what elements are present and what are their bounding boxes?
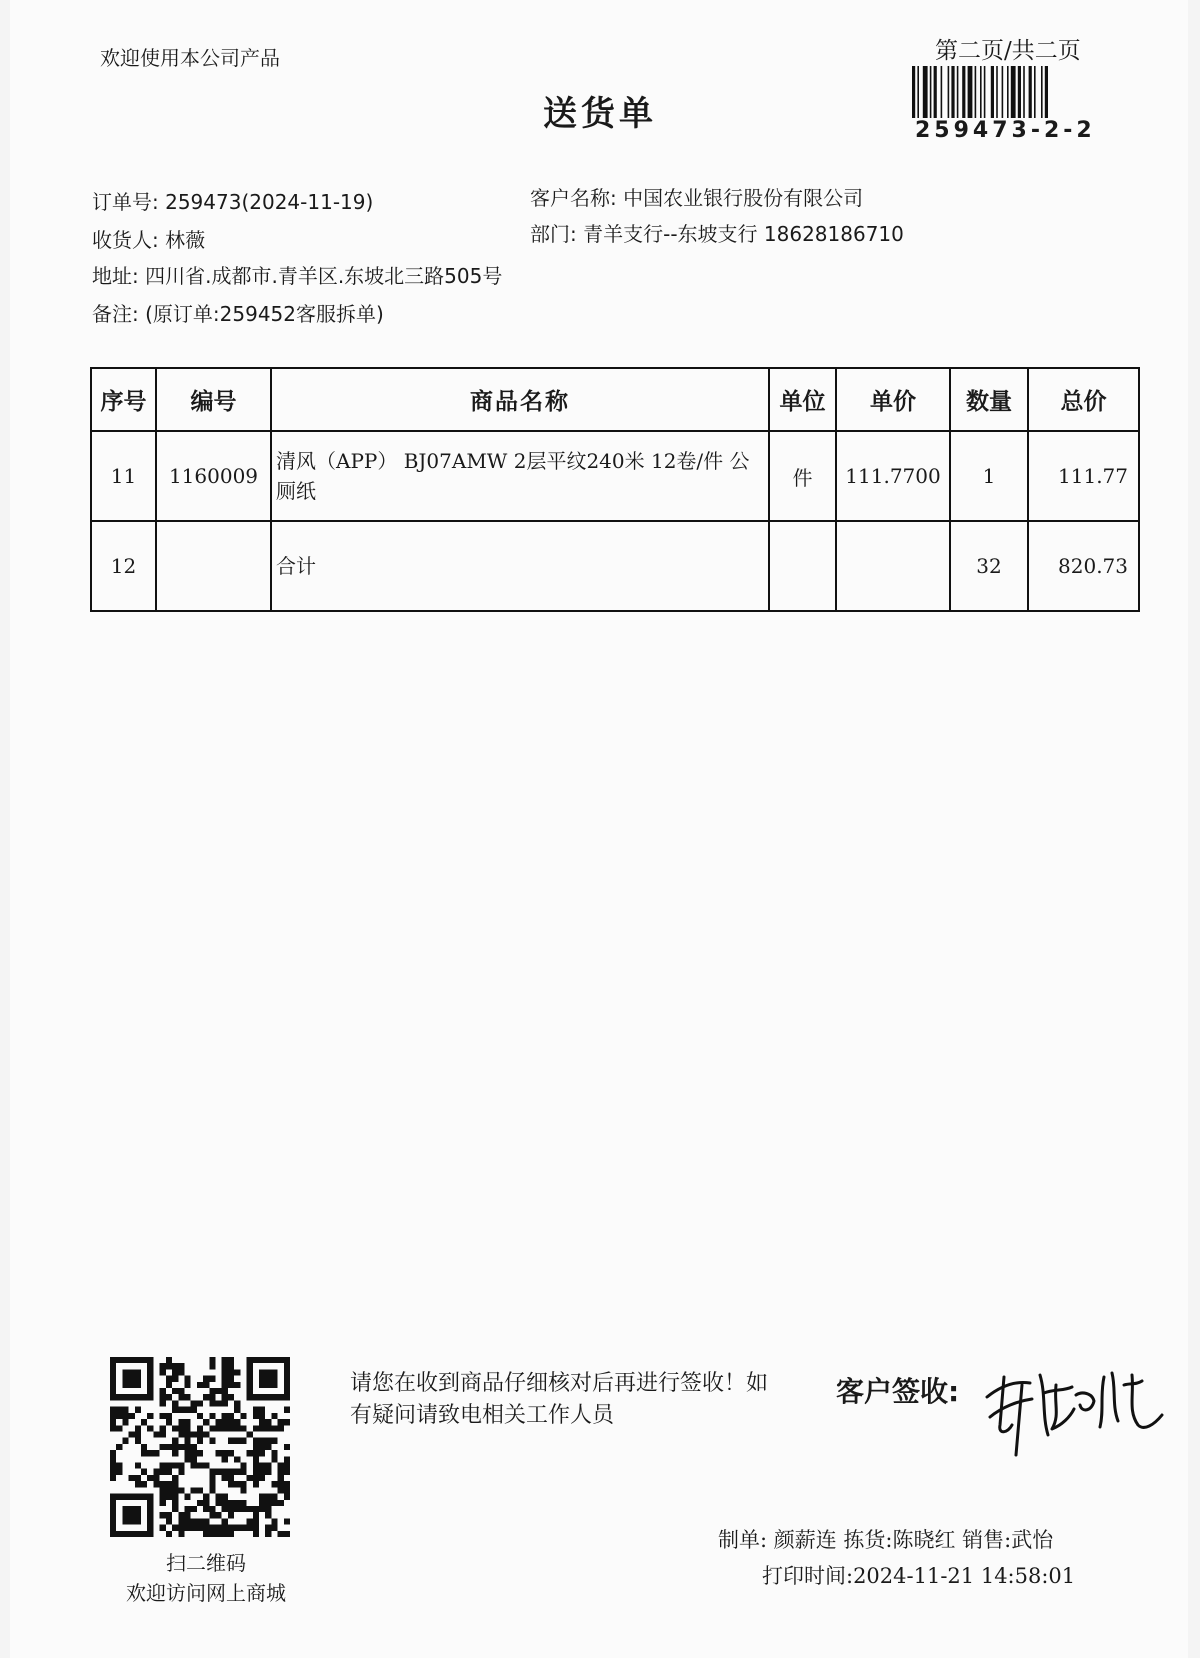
cell-total-quantity: 32 [950, 521, 1028, 611]
table-row-total [91, 521, 1139, 611]
remark-label: 备注: [92, 302, 139, 326]
table-row [91, 431, 1139, 521]
order-number-field [92, 186, 373, 215]
qr-caption-scan: 扫二维码 [166, 1551, 246, 1575]
cell-code: 1160009 [156, 431, 271, 521]
header-code: 编号 [156, 368, 271, 431]
items-table [90, 367, 1140, 612]
address-field [92, 260, 502, 289]
print-time: 打印时间:2024-11-21 14:58:01 [762, 1564, 1076, 1588]
department-value: 青羊支行--东坡支行 18628186710 [583, 222, 904, 246]
department-label: 部门: [530, 222, 577, 246]
address-value: 四川省.成都市.青羊区.东坡北三路505号 [145, 264, 503, 288]
handwritten-signature [982, 1355, 1167, 1465]
cell-product-name: 清风（APP） BJ07AMW 2层平纹240米 12卷/件 公厕纸 [271, 431, 769, 521]
receiver-field [92, 224, 205, 253]
cell-grand-total: 820.73 [1028, 521, 1139, 611]
cell-code [156, 521, 271, 611]
document-title: 送货单 [543, 94, 657, 134]
cell-seq: 12 [91, 521, 156, 611]
staff-info: 制单: 颜薪连 拣货:陈晓红 销售:武怡 [718, 1528, 1054, 1552]
barcode-number: 259473-2-2 [915, 118, 1096, 143]
address-label: 地址: [92, 264, 139, 288]
cell-total-label: 合计 [271, 521, 769, 611]
receiver-value: 林薇 [165, 228, 206, 252]
cell-unit-price: 111.7700 [836, 431, 950, 521]
header-seq: 序号 [91, 368, 156, 431]
cell-seq: 11 [91, 431, 156, 521]
department-field [530, 218, 904, 247]
cell-unit: 件 [769, 431, 836, 521]
signature-label: 客户签收: [836, 1375, 960, 1408]
customer-name-label: 客户名称: [530, 186, 617, 210]
header-total-price: 总价 [1028, 368, 1139, 431]
page-indicator: 第二页/共二页 [935, 38, 1081, 64]
cell-unit-price [836, 521, 950, 611]
order-number-value: 259473(2024-11-19) [165, 190, 374, 214]
customer-name-value: 中国农业银行股份有限公司 [623, 186, 864, 210]
remark-field [92, 298, 384, 327]
remark-value: (原订单:259452客服拆单) [145, 302, 384, 326]
header-product-name: 商品名称 [271, 368, 769, 431]
table-header-row [91, 368, 1139, 431]
cell-quantity: 1 [950, 431, 1028, 521]
cell-unit [769, 521, 836, 611]
header-unit-price: 单价 [836, 368, 950, 431]
customer-name-field [530, 182, 863, 211]
order-number-label: 订单号: [92, 190, 159, 214]
receiver-label: 收货人: [92, 228, 159, 252]
header-quantity: 数量 [950, 368, 1028, 431]
qr-caption-mall: 欢迎访问网上商城 [126, 1581, 286, 1605]
cell-total-price: 111.77 [1028, 431, 1139, 521]
barcode [912, 66, 1124, 118]
welcome-text: 欢迎使用本公司产品 [100, 46, 280, 70]
qr-code-icon[interactable] [110, 1357, 290, 1537]
header-unit: 单位 [769, 368, 836, 431]
inspection-notice: 请您在收到商品仔细核对后再进行签收！如有疑问请致电相关工作人员 [350, 1371, 769, 1428]
